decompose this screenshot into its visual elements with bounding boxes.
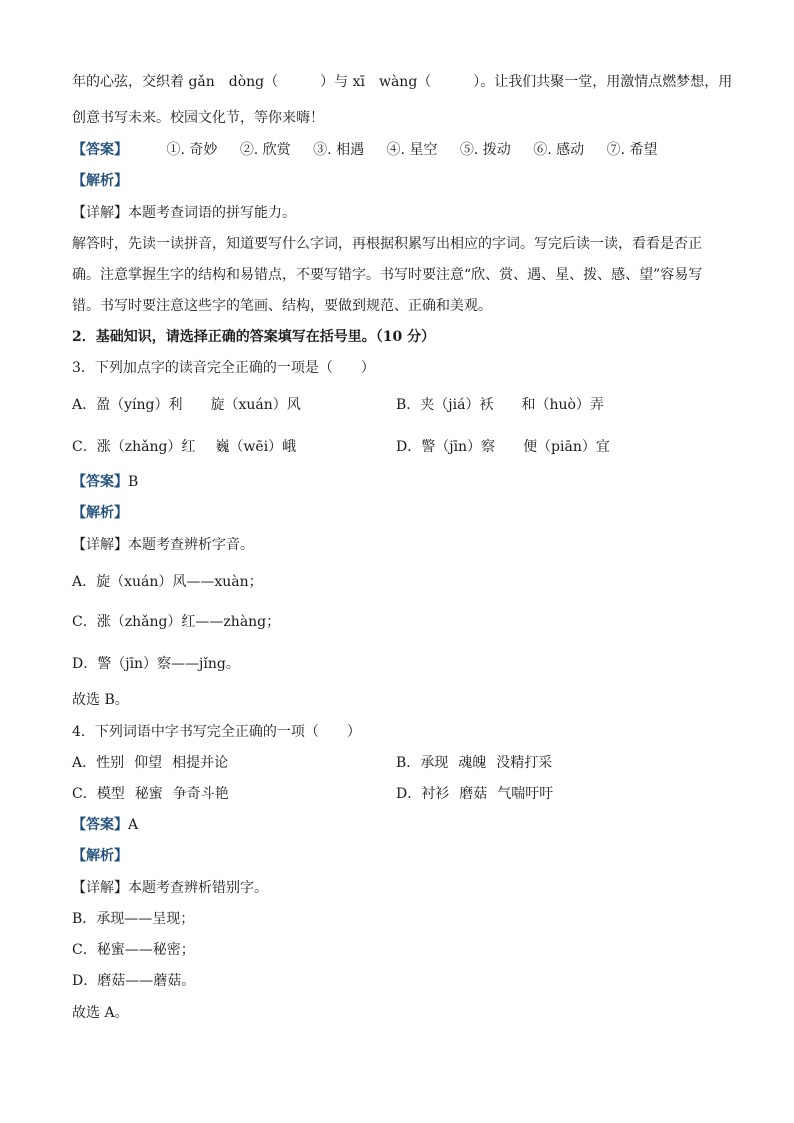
detail-text: 本题考查词语的拼写能力。 (128, 205, 296, 221)
q1-para-line: 解答时，先读一读拼音，知道要写什么字词，再根据积累写出相应的字词。写完后读一读，看看是否正 (72, 236, 702, 252)
q3-explain-line: D．警（jīn）察——jǐng。 (72, 656, 240, 672)
section-heading: 2．基础知识，请选择正确的答案填写在括号里。（10 分） (72, 329, 436, 345)
q3-answer (72, 472, 138, 492)
intro-line-1: 年的心弦，交织着 gǎn dòng（ ）与 xī wàng（ ）。让我们共聚一堂，用激情点燃梦想，用 (72, 74, 733, 90)
option-d: D．衬衫 磨菇 气喘吁吁 (396, 786, 554, 802)
option-b: B．夹（jiá）袄 和（huò）弄 (396, 397, 604, 413)
option-c-word3: 争奇斗艳 (172, 786, 229, 802)
option-c-word2: 秘蜜 (134, 786, 163, 802)
q4-stem: 4．下列词语中字书写完全正确的一项（ ） (72, 724, 361, 740)
detail-label: 【详解】 (72, 880, 128, 896)
option-a: A．性别 (72, 755, 125, 771)
option-c: C．模型 (72, 786, 125, 802)
option-b: B．承现 魂魄 没精打采 (396, 755, 553, 771)
q4-explain-line: C．秘蜜——秘密； (72, 942, 195, 958)
answer-value: A (128, 817, 139, 833)
answer-item: ⑦. 希望 (606, 142, 658, 158)
answer-label: 【答案】 (72, 474, 128, 490)
q4-explain-line: B．承现——呈现； (72, 911, 195, 927)
detail-text: 本题考查辨析错别字。 (128, 880, 268, 896)
answer-value: B (128, 474, 139, 490)
answer-label: 【答案】 (72, 142, 128, 158)
answer-item: ⑤. 拨动 (459, 142, 511, 158)
detail-text: 本题考查辨析字音。 (128, 537, 254, 553)
q3-explain-line: 故选 B。 (72, 692, 129, 708)
answer-item: ②. 欣赏 (239, 142, 291, 158)
option-a-word2: 旋（xuán）风 (210, 397, 301, 413)
q1-answer-row (72, 140, 658, 160)
q4-detail (72, 878, 268, 898)
answer-item: ⑥. 感动 (533, 142, 585, 158)
analysis-label: 【解析】 (72, 173, 128, 189)
q3-explain-line: A．旋（xuán）风——xuàn； (72, 574, 263, 590)
analysis-label: 【解析】 (72, 848, 128, 864)
option-c: C．涨（zhǎng）红 (72, 439, 196, 455)
q3-option-row-ab (72, 395, 604, 415)
q4-explain-line: D．磨菇——蘑菇。 (72, 973, 196, 989)
option-a-word3: 相提并论 (172, 755, 229, 771)
option-a-word2: 仰望 (134, 755, 163, 771)
detail-label: 【详解】 (72, 537, 128, 553)
q4-explain-line: 故选 A。 (72, 1005, 129, 1021)
q3-stem: 3．下列加点字的读音完全正确的一项是（ ） (72, 360, 375, 376)
q1-para-line: 错。书写时要注意这些字的笔画、结构，要做到规范、正确和美观。 (72, 298, 492, 314)
detail-label: 【详解】 (72, 205, 128, 221)
intro-line-2: 创意书写未来。校园文化节，等你来嗨！ (72, 110, 324, 126)
q4-answer (72, 815, 138, 835)
answer-item: ③. 相遇 (313, 142, 365, 158)
analysis-label: 【解析】 (72, 505, 128, 521)
q4-option-row-cd (72, 784, 554, 804)
answer-label: 【答案】 (72, 817, 128, 833)
q3-option-row-cd (72, 437, 610, 457)
option-c-word2: 巍（wēi）峨 (215, 439, 297, 455)
q3-detail (72, 535, 254, 555)
answer-item: ①. 奇妙 (166, 142, 218, 158)
q3-explain-line: C．涨（zhǎng）红——zhàng； (72, 614, 281, 630)
answer-item: ④. 星空 (386, 142, 438, 158)
q1-para-line: 确。注意掌握生字的结构和易错点，不要写错字。书写时要注意“欣、赏、遇、星、拨、感、望”容易写 (72, 267, 703, 283)
q1-detail (72, 203, 296, 223)
option-a: A．盈（yíng）利 (72, 397, 183, 413)
option-d: D．警（jīn）察 便（piān）宜 (396, 439, 610, 455)
q4-option-row-ab (72, 753, 553, 773)
